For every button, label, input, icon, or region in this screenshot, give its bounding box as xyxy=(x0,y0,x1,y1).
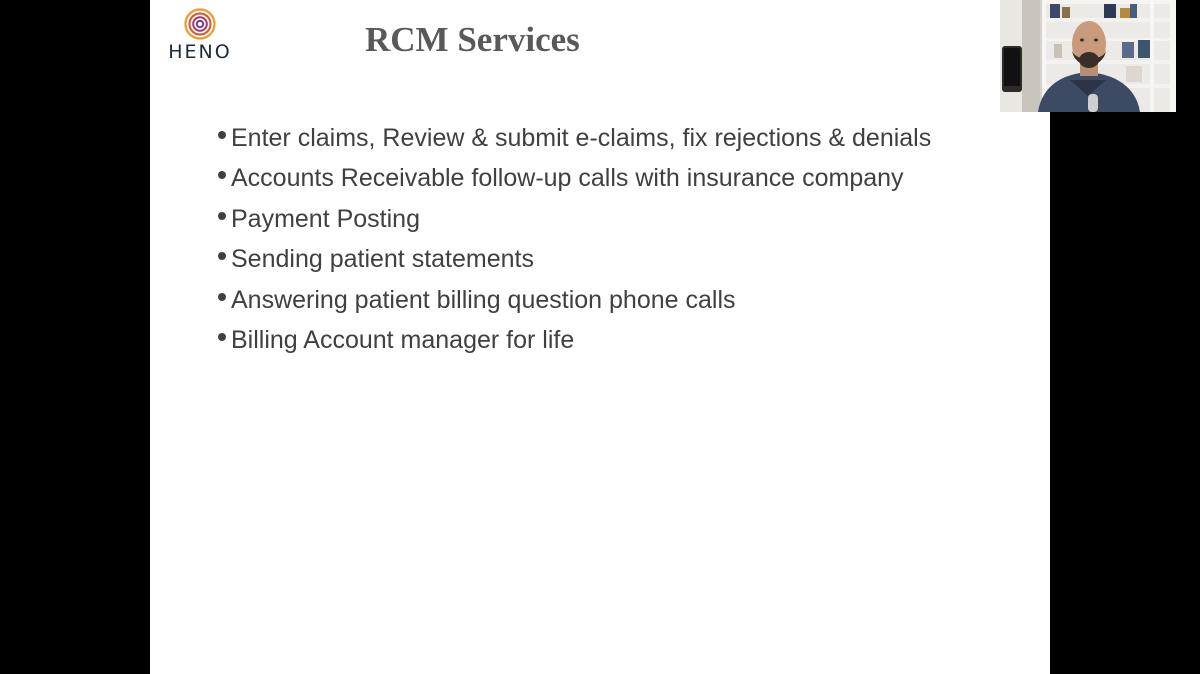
bullet-item xyxy=(216,320,931,360)
bullet-text: Billing Account manager for life xyxy=(231,325,575,354)
bullet-dot-icon xyxy=(218,131,226,139)
bullet-text: Accounts Receivable follow-up calls with insurance company xyxy=(231,164,904,193)
logo-wordmark: HENO xyxy=(168,41,232,63)
bullet-dot-icon xyxy=(218,171,226,179)
bullet-item xyxy=(216,158,931,198)
bullet-text: Enter claims, Review & submit e-claims, fix rejections & denials xyxy=(231,124,932,152)
bullet-item xyxy=(216,239,931,279)
presenter-video-icon xyxy=(1000,0,1176,112)
bullet-item xyxy=(216,118,931,158)
bullet-text: Payment Posting xyxy=(231,204,420,233)
bullet-text: Answering patient billing question phone calls xyxy=(231,285,736,314)
bullet-dot-icon xyxy=(218,212,226,220)
bullet-item xyxy=(216,280,931,320)
bullet-dot-icon xyxy=(218,252,226,260)
concentric-circles-logo-icon xyxy=(184,8,216,40)
bullet-dot-icon xyxy=(218,293,226,301)
heno-logo xyxy=(162,8,238,64)
presenter-webcam-feed xyxy=(1000,0,1176,112)
bullet-dot-icon xyxy=(218,333,226,341)
presentation-slide xyxy=(150,0,1050,674)
bullet-list xyxy=(216,118,931,360)
slide-title: RCM Services xyxy=(365,20,580,59)
bullet-text: Sending patient statements xyxy=(231,245,534,274)
bullet-item xyxy=(216,199,931,239)
